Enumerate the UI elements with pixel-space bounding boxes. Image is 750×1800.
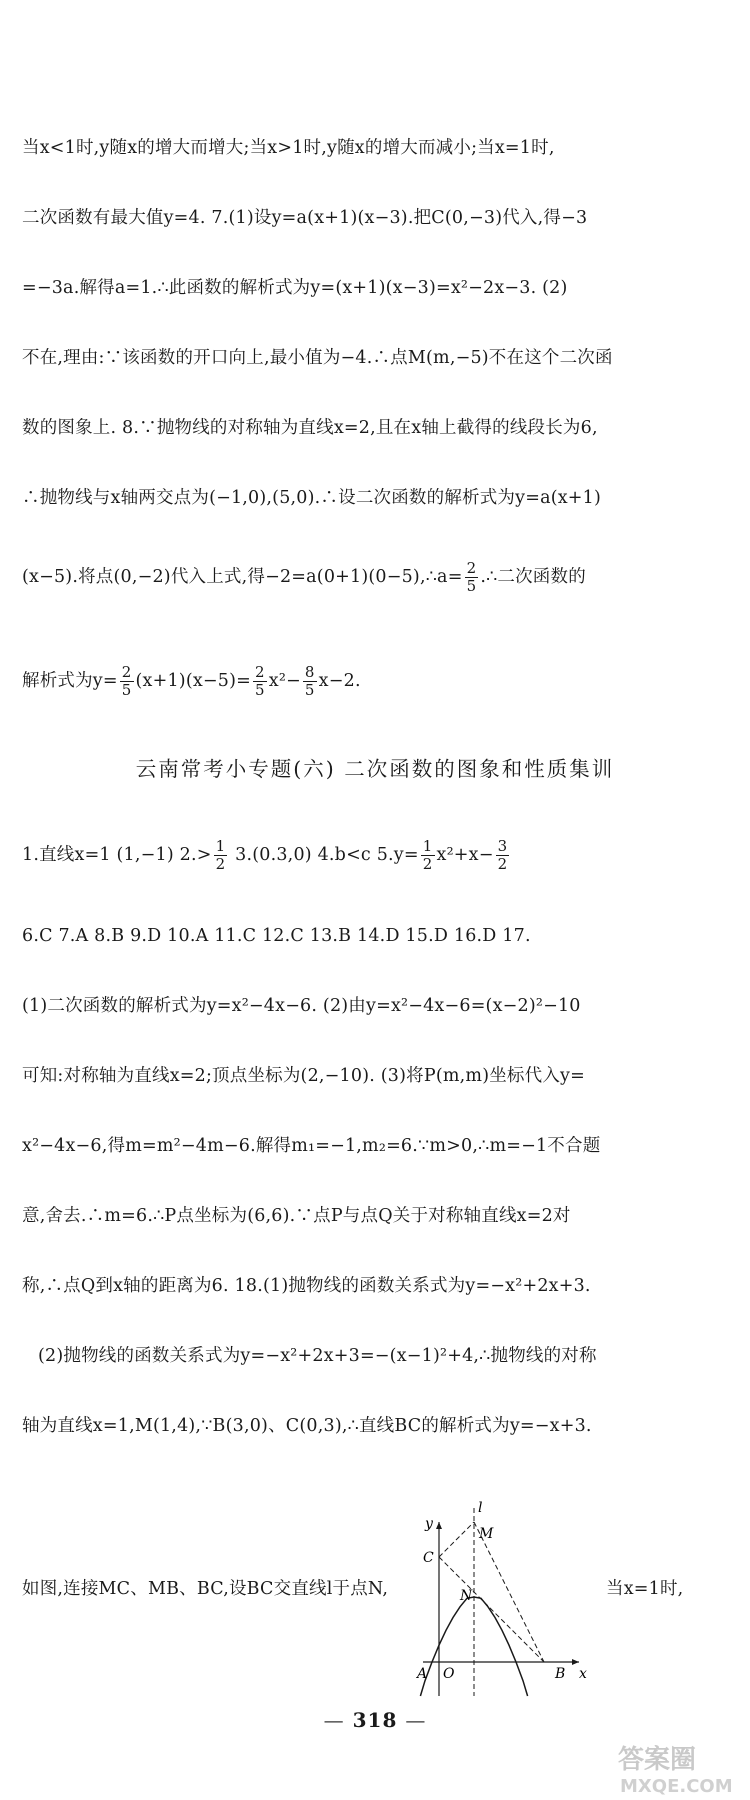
fraction-denominator: 5 (255, 681, 265, 699)
fraction-denominator: 2 (215, 855, 226, 873)
segment-mb (474, 1522, 544, 1662)
y-axis-arrow (436, 1522, 442, 1529)
text-line: 如图,连接MC、MB、BC,设BC交直线l于点N, (22, 1579, 389, 1599)
text-line: 意,舍去.∴m=6.∴P点坐标为(6,6).∵点P与点Q关于对称轴直线x=2对 (22, 1206, 571, 1226)
label-b: B (555, 1666, 566, 1682)
fraction (465, 560, 479, 595)
fraction-numerator: 2 (466, 559, 477, 577)
label-n: N (460, 1588, 473, 1604)
label-a: A (417, 1666, 428, 1682)
fraction-denominator: 2 (422, 855, 433, 873)
page-number (0, 1708, 750, 1732)
dash-left: — (323, 1708, 345, 1732)
fraction-numerator: 3 (497, 837, 508, 855)
fraction-numerator: 1 (422, 837, 433, 855)
fraction (496, 838, 510, 873)
label-m: M (479, 1526, 494, 1542)
text-segment: (x−5).将点(0,−2)代入上式,得−2=a(0+1)(0−5),∴a= (22, 567, 463, 587)
fraction-numerator: 8 (304, 663, 315, 681)
text-line (22, 560, 732, 595)
text-segment: 3.(0.3,0) 4.b<c 5.y= (229, 845, 419, 865)
text-line: 二次函数有最大值y=4. 7.(1)设y=a(x+1)(x−3).把C(0,−3)代入,得−3 (22, 208, 588, 228)
text-segment: 1.直线x=1 (1,−1) 2.> (22, 845, 212, 865)
label-c: C (423, 1550, 434, 1566)
label-x: x (579, 1666, 587, 1682)
fraction-denominator: 5 (304, 681, 315, 699)
fraction-denominator: 2 (497, 855, 508, 873)
text-line: 称,∴点Q到x轴的距离为6. 18.(1)抛物线的函数关系式为y=−x²+2x+3. (22, 1276, 591, 1296)
fraction (214, 838, 228, 873)
text-line: x²−4x−6,得m=m²−4m−6.解得m₁=−1,m₂=6.∵m>0,∴m=−1不合题 (22, 1136, 601, 1156)
watermark-url: MXQE.COM (620, 1776, 733, 1797)
page-number-value: 318 (352, 1708, 398, 1732)
x-axis-arrow (572, 1659, 579, 1665)
fraction-numerator: 1 (215, 837, 226, 855)
text-line: 当x=1时, (606, 1579, 684, 1599)
text-segment: x²+x− (436, 845, 494, 865)
section-title: 云南常考小专题(六) 二次函数的图象和性质集训 (135, 757, 615, 781)
text-line: (1)二次函数的解析式为y=x²−4x−6. (2)由y=x²−4x−6=(x−2)²−10 (22, 996, 581, 1016)
text-line (22, 838, 732, 873)
fraction-denominator: 5 (466, 577, 477, 595)
fraction (253, 664, 267, 699)
fraction (421, 838, 435, 873)
text-line: ∴抛物线与x轴两交点为(−1,0),(5,0).∴设二次函数的解析式为y=a(x+1) (22, 488, 602, 508)
fraction (303, 664, 317, 699)
text-segment: .∴二次函数的 (480, 567, 586, 587)
text-line: 数的图象上. 8.∵抛物线的对称轴为直线x=2,且在x轴上截得的线段长为6, (22, 418, 598, 438)
text-segment: (x+1)(x−5)= (135, 671, 252, 691)
text-segment: 解析式为y= (22, 671, 118, 691)
watermark-text: 答案圈 (618, 1745, 697, 1775)
segment-mc (439, 1522, 474, 1557)
parabola-figure (415, 1500, 595, 1700)
text-line (22, 664, 732, 699)
text-segment: x²− (268, 671, 301, 691)
fraction (120, 664, 134, 699)
fraction-denominator: 5 (121, 681, 132, 699)
segment-bc (439, 1557, 544, 1662)
text-segment: x−2. (318, 671, 361, 691)
dash-right: — (405, 1708, 427, 1732)
text-line: (2)抛物线的函数关系式为y=−x²+2x+3=−(x−1)²+4,∴抛物线的对称 (38, 1346, 597, 1366)
label-y: y (425, 1516, 433, 1532)
text-line: 轴为直线x=1,M(1,4),∵B(3,0)、C(0,3),∴直线BC的解析式为y=−x+3. (22, 1416, 592, 1436)
text-line: =−3a.解得a=1.∴此函数的解析式为y=(x+1)(x−3)=x²−2x−3. (2) (22, 278, 568, 298)
text-line: 不在,理由:∵该函数的开口向上,最小值为−4.∴点M(m,−5)不在这个二次函 (22, 348, 613, 368)
fraction-numerator: 2 (121, 663, 132, 681)
text-line: 6.C 7.A 8.B 9.D 10.A 11.C 12.C 13.B 14.D 15.D 16.D 17. (22, 926, 531, 946)
label-l: l (478, 1500, 483, 1516)
label-o: O (443, 1666, 455, 1682)
watermark-logo (612, 1738, 742, 1798)
fraction-numerator: 2 (255, 663, 265, 681)
text-line: 当x<1时,y随x的增大而增大;当x>1时,y随x的增大而减小;当x=1时, (22, 138, 555, 158)
text-line: 可知:对称轴为直线x=2;顶点坐标为(2,−10). (3)将P(m,m)坐标代入y= (22, 1066, 585, 1086)
